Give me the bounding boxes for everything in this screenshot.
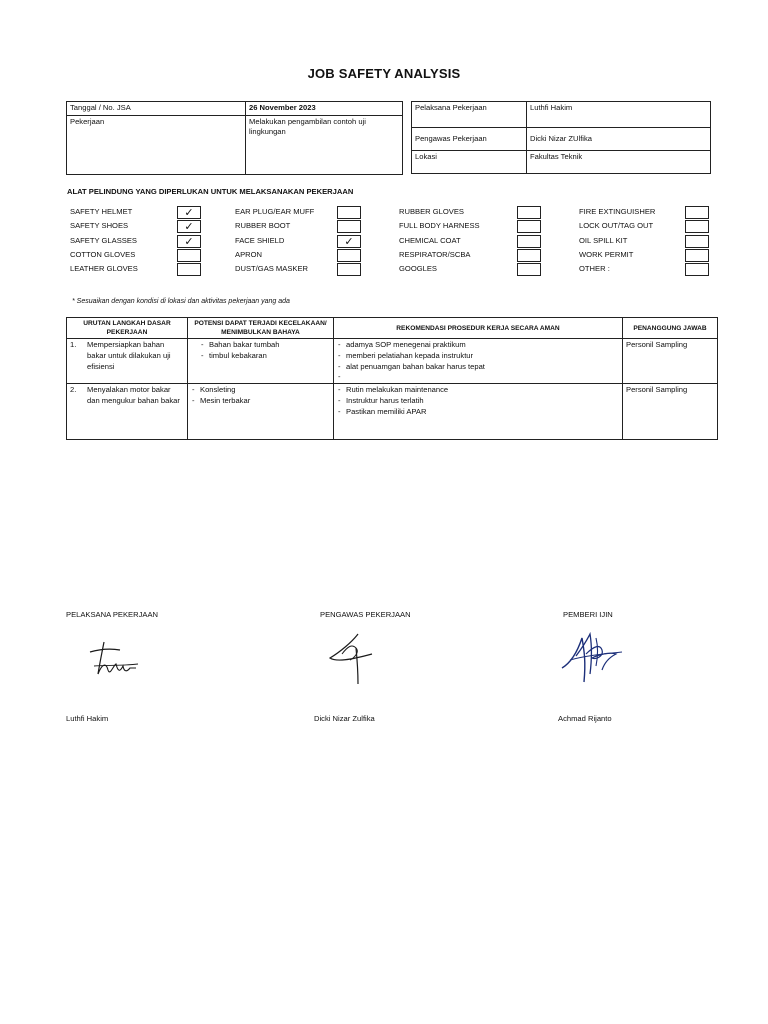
hazard-item: - Mesin terbakar bbox=[191, 396, 330, 407]
ppe-checkbox[interactable] bbox=[517, 235, 541, 248]
hazard-item: - Bahan bakar tumbah bbox=[191, 340, 330, 351]
recommendation-item: - Rutin melakukan maintenance bbox=[337, 385, 619, 396]
recommendation-item: - adamya SOP menegenai praktikum bbox=[337, 340, 619, 351]
ppe-label: EAR PLUG/EAR MUFF bbox=[235, 207, 315, 216]
job-label: Pekerjaan bbox=[67, 115, 246, 174]
executor-label: Pelaksana Pekerjaan bbox=[412, 102, 527, 128]
ppe-checkbox[interactable] bbox=[337, 249, 361, 262]
ppe-label: RUBBER BOOT bbox=[235, 221, 291, 230]
ppe-checkbox[interactable] bbox=[517, 249, 541, 262]
ppe-label: RESPIRATOR/SCBA bbox=[399, 250, 471, 259]
approver-signature bbox=[556, 624, 630, 690]
ppe-checkbox[interactable]: ✓ bbox=[177, 206, 201, 219]
ppe-heading: ALAT PELINDUNG YANG DIPERLUKAN UNTUK MELAKSANAKAN PEKERJAAN bbox=[67, 187, 354, 196]
approver-signature-label: PEMBERI IJIN bbox=[563, 610, 613, 619]
document-title: JOB SAFETY ANALYSIS bbox=[307, 66, 461, 81]
step-number: 1. bbox=[70, 340, 77, 349]
ppe-label: COTTON GLOVES bbox=[70, 250, 136, 259]
ppe-label: OIL SPILL KIT bbox=[579, 236, 628, 245]
ppe-label: WORK PERMIT bbox=[579, 250, 634, 259]
ppe-label: CHEMICAL COAT bbox=[399, 236, 461, 245]
table-row bbox=[67, 384, 718, 440]
ppe-label: SAFETY GLASSES bbox=[70, 236, 137, 245]
ppe-label: DUST/GAS MASKER bbox=[235, 264, 308, 273]
ppe-label: GOOGLES bbox=[399, 264, 437, 273]
ppe-checkbox[interactable] bbox=[517, 220, 541, 233]
recommendation-item: - alat penuamgan bahan bakar harus tepat bbox=[337, 362, 619, 373]
hazard-cell bbox=[188, 384, 334, 440]
ppe-checkbox[interactable] bbox=[517, 263, 541, 276]
location-label: Lokasi bbox=[412, 151, 527, 174]
ppe-label: FULL BODY HARNESS bbox=[399, 221, 480, 230]
supervisor-label: Pengawas Pekerjaan bbox=[412, 128, 527, 151]
ppe-checkbox[interactable] bbox=[685, 220, 709, 233]
column-header: REKOMENDASI PROSEDUR KERJA SECARA AMAN bbox=[334, 318, 623, 339]
recommendation-item: - Instruktur harus terlatih bbox=[337, 396, 619, 407]
ppe-checkbox[interactable] bbox=[685, 235, 709, 248]
column-header: PENANGGUNG JAWAB bbox=[623, 318, 718, 339]
personnel-table bbox=[411, 101, 711, 174]
ppe-checkbox[interactable] bbox=[685, 263, 709, 276]
step-text: Menyalakan motor bakar dan mengukur bahan bakar bbox=[87, 385, 180, 405]
responsible-cell: Personil Sampling bbox=[623, 384, 718, 440]
ppe-checkbox[interactable]: ✓ bbox=[177, 220, 201, 233]
ppe-checkbox[interactable] bbox=[177, 263, 201, 276]
table-header-row bbox=[67, 318, 718, 339]
step-text: Mempersiapkan bahan bakar untuk dilakukan uji efisiensi bbox=[87, 340, 171, 371]
supervisor-signature-label: PENGAWAS PEKERJAAN bbox=[320, 610, 411, 619]
step-number: 2. bbox=[70, 385, 77, 394]
approver-name: Achmad Rijanto bbox=[558, 714, 612, 723]
executor-signature-label: PELAKSANA PEKERJAAN bbox=[66, 610, 159, 619]
job-info-table bbox=[66, 101, 403, 175]
supervisor-signature bbox=[322, 628, 382, 688]
ppe-note: * Sesuaikan dengan kondisi di lokasi dan aktivitas pekerjaan yang ada bbox=[72, 298, 290, 305]
ppe-checkbox[interactable] bbox=[337, 206, 361, 219]
executor-name: Luthfi Hakim bbox=[66, 714, 109, 723]
ppe-label: FACE SHIELD bbox=[235, 236, 285, 245]
hazard-cell bbox=[188, 339, 334, 384]
ppe-label: SAFETY SHOES bbox=[70, 221, 129, 230]
jsa-table bbox=[66, 317, 718, 440]
ppe-label: LOCK OUT/TAG OUT bbox=[579, 221, 654, 230]
job-value: Melakukan pengambilan contoh uji lingkungan bbox=[246, 115, 403, 174]
ppe-label: APRON bbox=[235, 250, 263, 259]
ppe-label: LEATHER GLOVES bbox=[70, 264, 138, 273]
recommendation-cell bbox=[334, 384, 623, 440]
executor-value: Luthfi Hakim bbox=[527, 102, 711, 128]
ppe-checkbox[interactable] bbox=[177, 249, 201, 262]
responsible-cell: Personil Sampling bbox=[623, 339, 718, 384]
ppe-label: FIRE EXTINGUISHER bbox=[579, 207, 656, 216]
ppe-checkbox[interactable] bbox=[337, 263, 361, 276]
ppe-checkbox[interactable]: ✓ bbox=[177, 235, 201, 248]
ppe-checkbox[interactable] bbox=[685, 206, 709, 219]
ppe-checkbox[interactable] bbox=[685, 249, 709, 262]
ppe-checkbox[interactable] bbox=[517, 206, 541, 219]
ppe-label: OTHER : bbox=[579, 264, 610, 273]
ppe-checkbox[interactable]: ✓ bbox=[337, 235, 361, 248]
hazard-item: - Konsleting bbox=[191, 385, 330, 396]
recommendation-item: - memberi pelatiahan kepada instruktur bbox=[337, 351, 619, 362]
date-value: 26 November 2023 bbox=[246, 102, 403, 116]
hazard-item: - timbul kebakaran bbox=[191, 351, 330, 362]
recommendation-cell bbox=[334, 339, 623, 384]
ppe-checkbox[interactable] bbox=[337, 220, 361, 233]
date-label: Tanggal / No. JSA bbox=[67, 102, 246, 116]
column-header: URUTAN LANGKAH DASAR PEKERJAAN bbox=[67, 318, 188, 339]
supervisor-name: Dicki Nizar Zulfika bbox=[314, 714, 375, 723]
step-cell bbox=[67, 384, 188, 440]
table-row bbox=[67, 339, 718, 384]
executor-signature bbox=[80, 636, 150, 682]
ppe-label: SAFETY HELMET bbox=[70, 207, 133, 216]
column-header: POTENSI DAPAT TERJADI KECELAKAAN/ MENIMBULKAN BAHAYA bbox=[188, 318, 334, 339]
supervisor-value: Dicki Nizar ZUlfika bbox=[527, 128, 711, 151]
location-value: Fakultas Teknik bbox=[527, 151, 711, 174]
step-cell bbox=[67, 339, 188, 384]
ppe-label: RUBBER GLOVES bbox=[399, 207, 464, 216]
recommendation-item: - Pastikan memiliki APAR bbox=[337, 407, 619, 418]
